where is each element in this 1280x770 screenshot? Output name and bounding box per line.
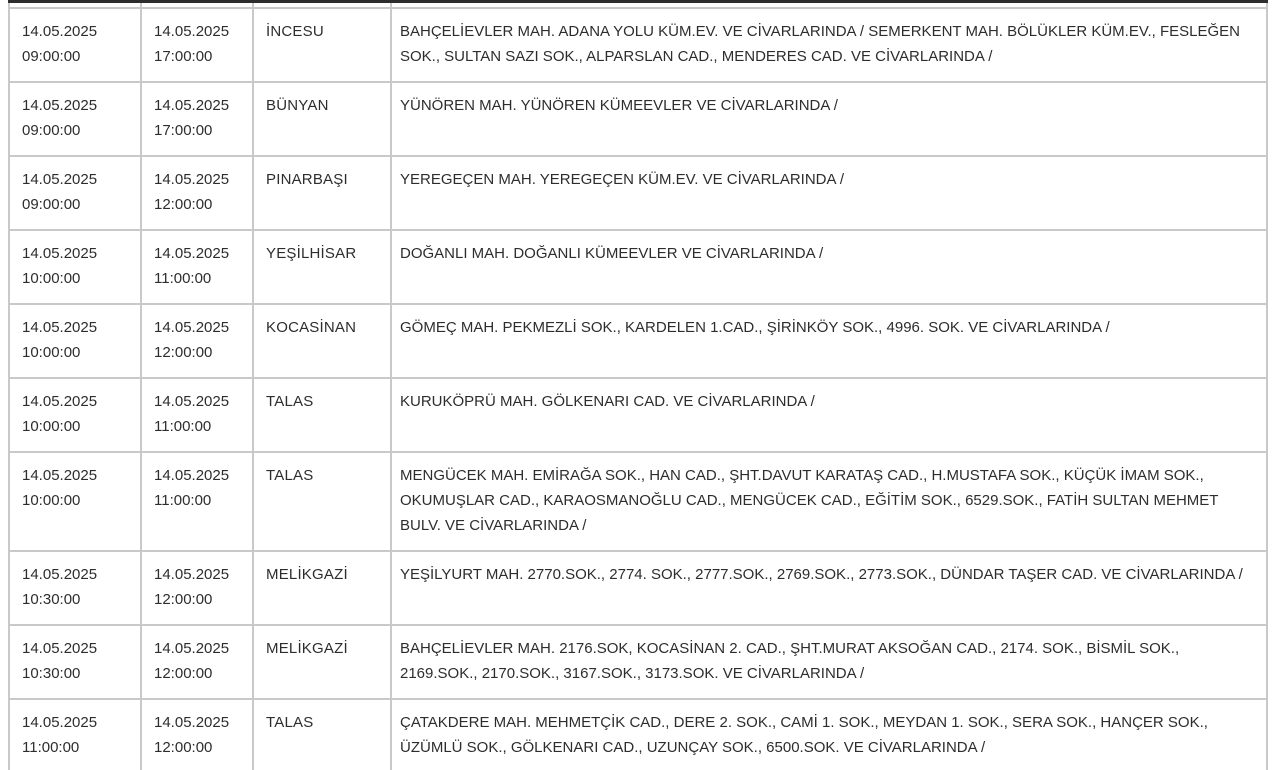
table-row [9,378,1267,452]
areas-cell [391,8,1267,82]
areas-cell [391,625,1267,699]
district-name: PINARBAŞI [266,171,348,188]
start-time: 10:00:00 [22,344,81,361]
start-datetime-cell [9,699,141,770]
end-date: 14.05.2025 [154,23,230,40]
areas-text: BAHÇELİEVLER MAH. 2176.SOK, KOCASİNAN 2. CAD., ŞHT.MURAT AKSOĞAN CAD., 2174. SOK., BİSMİL SOK., 2169.SOK., 2170.SOK., 3167.SOK., 3173.SOK. VE CİVARLARINDA / [400,640,1180,682]
table-row [9,699,1267,770]
district-name: YEŞİLHİSAR [266,245,357,262]
table-row [9,304,1267,378]
district-cell [253,699,391,770]
start-time: 09:00:00 [22,48,81,65]
areas-cell [391,551,1267,625]
areas-cell [391,156,1267,230]
end-time: 11:00:00 [154,492,212,509]
start-datetime-cell [9,625,141,699]
start-datetime-cell [9,452,141,551]
district-name: BÜNYAN [266,97,329,114]
end-date: 14.05.2025 [154,245,230,262]
end-time: 17:00:00 [154,48,213,65]
areas-text: YEŞİLYURT MAH. 2770.SOK., 2774. SOK., 2777.SOK., 2769.SOK., 2773.SOK., DÜNDAR TAŞER CAD. VE CİVARLARINDA / [400,566,1243,583]
end-time: 12:00:00 [154,739,213,756]
table-row [9,82,1267,156]
areas-text: MENGÜCEK MAH. EMİRAĞA SOK., HAN CAD., ŞHT.DAVUT KARATAŞ CAD., H.MUSTAFA SOK., KÜÇÜK İMAM SOK., OKUMUŞLAR CAD., KARAOSMANOĞLU CAD., MENGÜCEK CAD., EĞİTİM SOK., 6529.SOK., FATİH SULTAN MEHMET BULV. VE CİVARLARINDA / [400,467,1219,534]
areas-cell [391,378,1267,452]
district-name: TALAS [266,467,314,484]
areas-text: DOĞANLI MAH. DOĞANLI KÜMEEVLER VE CİVARLARINDA / [400,245,824,262]
start-time: 09:00:00 [22,122,81,139]
areas-text: GÖMEÇ MAH. PEKMEZLİ SOK., KARDELEN 1.CAD., ŞİRİNKÖY SOK., 4996. SOK. VE CİVARLARINDA / [400,319,1110,336]
district-cell [253,82,391,156]
district-cell [253,452,391,551]
end-date: 14.05.2025 [154,171,230,188]
district-name: TALAS [266,714,314,731]
table-row [9,230,1267,304]
table-row [9,156,1267,230]
start-datetime-cell [9,378,141,452]
end-date: 14.05.2025 [154,640,230,657]
end-datetime-cell [141,304,253,378]
table-row [9,625,1267,699]
start-date: 14.05.2025 [22,566,98,583]
start-datetime-cell [9,8,141,82]
start-date: 14.05.2025 [22,171,98,188]
end-datetime-cell [141,452,253,551]
start-time: 10:00:00 [22,270,81,287]
start-datetime-cell [9,551,141,625]
end-date: 14.05.2025 [154,97,230,114]
areas-cell [391,304,1267,378]
outage-schedule-table [8,0,1268,770]
district-cell [253,304,391,378]
end-time: 12:00:00 [154,591,213,608]
district-cell [253,625,391,699]
start-date: 14.05.2025 [22,393,98,410]
areas-text: YÜNÖREN MAH. YÜNÖREN KÜMEEVLER VE CİVARLARINDA / [400,97,838,114]
areas-cell [391,230,1267,304]
end-datetime-cell [141,8,253,82]
end-time: 17:00:00 [154,122,213,139]
end-datetime-cell [141,625,253,699]
start-time: 10:00:00 [22,492,81,509]
end-date: 14.05.2025 [154,319,230,336]
end-date: 14.05.2025 [154,467,230,484]
start-date: 14.05.2025 [22,714,98,731]
table-row [9,8,1267,82]
district-name: KOCASİNAN [266,319,357,336]
district-cell [253,230,391,304]
areas-cell [391,699,1267,770]
start-time: 09:00:00 [22,196,81,213]
areas-text: BAHÇELİEVLER MAH. ADANA YOLU KÜM.EV. VE CİVARLARINDA / SEMERKENT MAH. BÖLÜKLER KÜM.EV., FESLEĞEN SOK., SULTAN SAZI SOK., ALPARSLAN CAD., MENDERES CAD. VE CİVARLARINDA / [400,23,1240,65]
district-cell [253,551,391,625]
end-datetime-cell [141,230,253,304]
end-datetime-cell [141,551,253,625]
start-date: 14.05.2025 [22,467,98,484]
end-time: 11:00:00 [154,418,212,435]
end-date: 14.05.2025 [154,393,230,410]
start-datetime-cell [9,82,141,156]
table-row [9,551,1267,625]
start-datetime-cell [9,156,141,230]
district-name: MELİKGAZİ [266,566,348,583]
start-time: 11:00:00 [22,739,80,756]
district-name: İNCESU [266,23,324,40]
end-time: 12:00:00 [154,665,213,682]
start-datetime-cell [9,230,141,304]
end-time: 12:00:00 [154,344,213,361]
start-date: 14.05.2025 [22,23,98,40]
start-date: 14.05.2025 [22,319,98,336]
district-cell [253,8,391,82]
district-name: MELİKGAZİ [266,640,348,657]
district-cell [253,156,391,230]
end-datetime-cell [141,699,253,770]
end-date: 14.05.2025 [154,566,230,583]
start-time: 10:00:00 [22,418,81,435]
areas-cell [391,452,1267,551]
district-cell [253,378,391,452]
start-date: 14.05.2025 [22,97,98,114]
end-time: 11:00:00 [154,270,212,287]
start-datetime-cell [9,304,141,378]
areas-text: KURUKÖPRÜ MAH. GÖLKENARI CAD. VE CİVARLARINDA / [400,393,815,410]
start-time: 10:30:00 [22,665,81,682]
end-datetime-cell [141,378,253,452]
areas-cell [391,82,1267,156]
end-datetime-cell [141,82,253,156]
end-date: 14.05.2025 [154,714,230,731]
table-row [9,452,1267,551]
areas-text: YEREGEÇEN MAH. YEREGEÇEN KÜM.EV. VE CİVARLARINDA / [400,171,845,188]
start-time: 10:30:00 [22,591,81,608]
start-date: 14.05.2025 [22,640,98,657]
end-datetime-cell [141,156,253,230]
start-date: 14.05.2025 [22,245,98,262]
end-time: 12:00:00 [154,196,213,213]
district-name: TALAS [266,393,314,410]
areas-text: ÇATAKDERE MAH. MEHMETÇİK CAD., DERE 2. SOK., CAMİ 1. SOK., MEYDAN 1. SOK., SERA SOK., HANÇER SOK., ÜZÜMLÜ SOK., GÖLKENARI CAD., UZUNÇAY SOK., 6500.SOK. VE CİVARLARINDA / [400,714,1208,756]
